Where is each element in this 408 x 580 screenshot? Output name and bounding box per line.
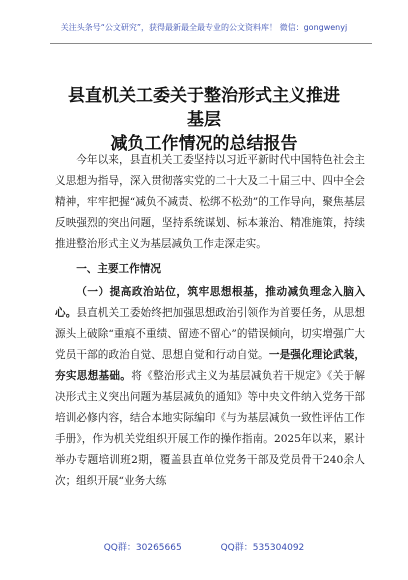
point-heading: 一是强化理论武装，夯实思想基础。 [55, 349, 366, 382]
document-body [55, 150, 365, 492]
title-line-1: 县直机关工委关于整治形式主义推进基层 [68, 86, 340, 130]
header-divider [50, 43, 372, 44]
title-line-2: 减负工作情况的总结报告 [110, 134, 298, 154]
sub-section-paragraph [55, 282, 365, 492]
footer-qq-group-2: QQ群：535304092 [220, 543, 305, 553]
section-heading: 一、主要工作情况 [76, 263, 161, 275]
footer-qq-group-1: QQ群：30265665 [103, 543, 182, 553]
footer [0, 540, 408, 553]
document-title [62, 84, 346, 156]
sub-section-heading: （一）提高政治站位，筑牢思想根基，推动减负理念入脑入心。 [55, 286, 365, 319]
paragraph-text: 县直机关工委始终把加强思想政治引领作为首要任务，从思想源头上破除“重痕不重绩、留迹不留心”的错误倾向，切实增强广大党员干部的政治自觉、思想自觉和行动自觉。 [55, 307, 366, 361]
header-note: 关注头条号“公文研究”，获得最新最全最专业的公文资料库！ 微信：gongwenyj [60, 23, 348, 32]
paragraph-text: 将《整治形式主义为基层减负若干规定》《关于解决形式主义突出问题为基层减负的通知》等中央文件纳入党务干部培训必修内容，结合本地实际编印《与为基层减负一致性评估工作手册》，作为机关党组织开展工作的操作指南。2025年以来，累计举办专题培训班2期，覆盖县直单位党务干部及党员骨干240余人次；组织开展“业务大练 [55, 370, 366, 487]
intro-paragraph: 今年以来，县直机关工委坚持以习近平新时代中国特色社会主义思想为指导，深入贯彻落实党的二十大及二十届三中、四中全会精神，牢牢把握“减负不减责、松绑不松劲”的工作导向，聚焦基层反映强烈的突出问题，坚持系统谋划、标本兼治、精准施策，持续推进整治形式主义为基层减负工作走深走实。 [55, 154, 365, 250]
